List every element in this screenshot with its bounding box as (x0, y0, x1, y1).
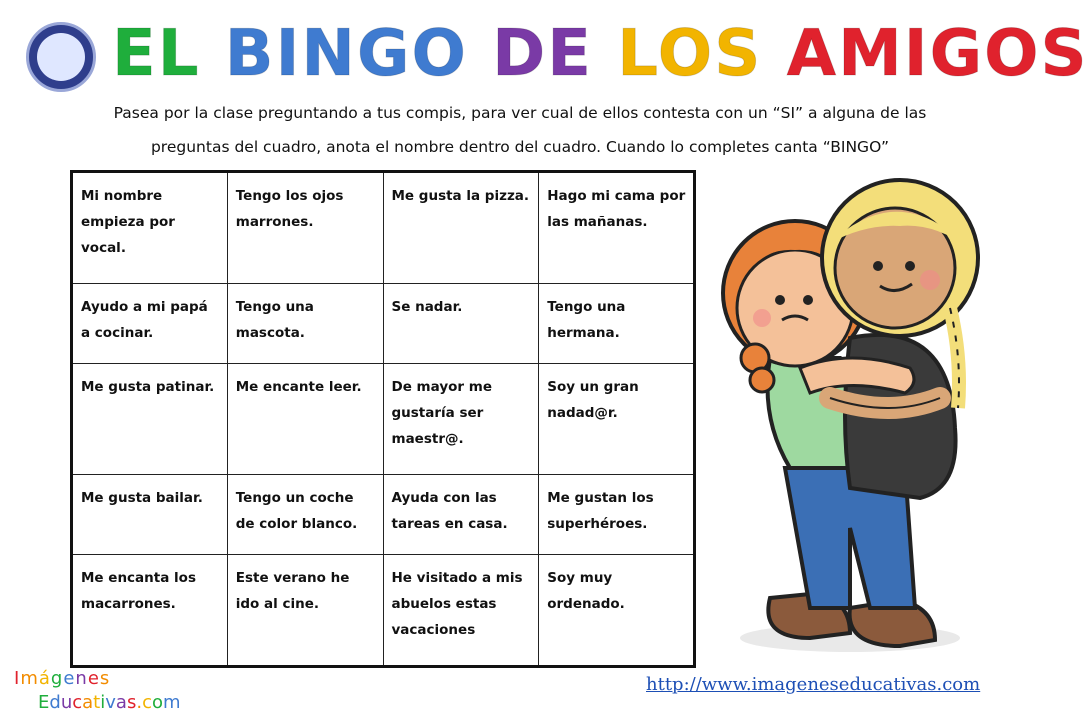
hugging-kids-illustration (700, 168, 1010, 658)
bingo-cell: Me encante leer. (227, 364, 383, 475)
title-word-de: DE (492, 17, 593, 91)
bingo-row (72, 554, 695, 666)
bingo-cell: Tengo los ojos marrones. (227, 172, 383, 284)
bingo-cell: Soy un gran nadad@r. (539, 364, 695, 475)
bingo-grid (70, 170, 696, 668)
bingo-cell: Se nadar. (383, 284, 539, 364)
bingo-cell: Tengo un coche de color blanco. (227, 474, 383, 554)
bingo-cell: Me gusta la pizza. (383, 172, 539, 284)
title-word-bingo: BINGO (224, 17, 468, 91)
instructions-line-2: preguntas del cuadro, anota el nombre dentro del cuadro. Cuando lo completes canta “BINGO” (150, 138, 890, 156)
brand-line-2: Educativas.com (38, 692, 181, 713)
website-link[interactable]: http://www.imageneseducativas.com (646, 674, 981, 695)
bingo-cell: Me gusta patinar. (72, 364, 228, 475)
bingo-cell: Ayudo a mi papá a cocinar. (72, 284, 228, 364)
bingo-cell: Hago mi cama por las mañanas. (539, 172, 695, 284)
instructions-line-1: Pasea por la clase preguntando a tus compis, para ver cual de ellos contesta con un “SI” a alguna de las (113, 104, 927, 122)
bingo-cell: Mi nombre empieza por vocal. (72, 172, 228, 284)
bingo-cell: Me encanta los macarrones. (72, 554, 228, 666)
bingo-cell: Me gustan los superhéroes. (539, 474, 695, 554)
bingo-row (72, 364, 695, 475)
title-word-amigos: AMIGOS (786, 17, 1089, 91)
bingo-cell: Este verano he ido al cine. (227, 554, 383, 666)
bingo-row (72, 172, 695, 284)
page-title (112, 14, 1089, 94)
bingo-cell: Tengo una mascota. (227, 284, 383, 364)
bingo-cell: Tengo una hermana. (539, 284, 695, 364)
bingo-cell: Ayuda con las tareas en casa. (383, 474, 539, 554)
brand-line-1: Imágenes (14, 668, 111, 689)
bingo-cell: Soy muy ordenado. (539, 554, 695, 666)
logo-emblem-icon (37, 33, 85, 81)
bingo-row (72, 474, 695, 554)
brand-logo-text (14, 668, 214, 718)
title-word-los: LOS (617, 17, 763, 91)
title-word-el: EL (112, 17, 201, 91)
site-logo-badge (26, 22, 96, 92)
bingo-cell: He visitado a mis abuelos estas vacaciones (383, 554, 539, 666)
bingo-cell: De mayor me gustaría ser maestr@. (383, 364, 539, 475)
bingo-row (72, 284, 695, 364)
bingo-cell: Me gusta bailar. (72, 474, 228, 554)
